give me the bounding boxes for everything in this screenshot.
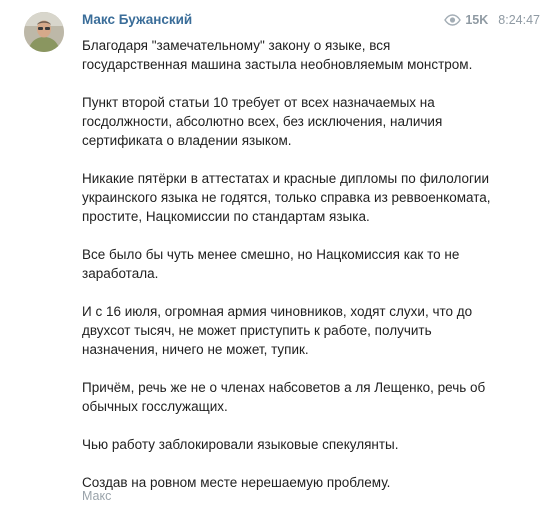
paragraph-line: двухсот тысяч, не может приступить к работе, получить [82, 323, 432, 338]
post-signature: Макс [82, 489, 112, 503]
paragraph-line: обычных госслужащих. [82, 399, 228, 414]
author-name[interactable]: Макс Бужанский [82, 12, 193, 27]
paragraph-line: Создав на ровном месте нерешаемую проблему. [82, 475, 391, 490]
author-avatar[interactable] [24, 12, 64, 52]
paragraph-line: Причём, речь же не о членах набсоветов а ля Лещенко, речь об [82, 380, 486, 395]
paragraph-line: Никакие пятёрки в аттестатах и красные дипломы по филологии [82, 171, 489, 186]
paragraph-line: госдолжности, абсолютно всех, без исключения, наличия [82, 114, 443, 129]
paragraph-line: назначения, ничего не может, тупик. [82, 342, 309, 357]
paragraph-line: Пункт второй статьи 10 требует от всех назначаемых на [82, 95, 435, 110]
message-meta [444, 13, 540, 27]
message-text [82, 36, 542, 511]
view-count: 15K [465, 13, 489, 27]
message-paragraph [82, 435, 542, 454]
eye-icon [444, 14, 461, 26]
message-time: 8:24:47 [498, 13, 540, 27]
message-paragraph [82, 378, 542, 416]
paragraph-line: И с 16 июля, огромная армия чиновников, ходят слухи, что до [82, 304, 473, 319]
message-paragraph [82, 302, 542, 359]
paragraph-line: заработала. [82, 266, 159, 281]
message-paragraph [82, 473, 542, 492]
message-paragraph [82, 36, 542, 74]
paragraph-line: Все было бы чуть менее смешно, но Нацкомиссия как то не [82, 247, 460, 262]
message-header [82, 12, 540, 30]
message-paragraph [82, 93, 542, 150]
paragraph-line: украинского языка не годятся, только справка из реввоенкомата, [82, 190, 491, 205]
paragraph-line: сертификата о владении языком. [82, 133, 292, 148]
paragraph-line: Чью работу заблокировали языковые спекулянты. [82, 437, 399, 452]
message-paragraph [82, 169, 542, 226]
paragraph-line: государственная машина застыла необновляемым монстром. [82, 57, 473, 72]
paragraph-line: Благодаря "замечательному" закону о языке, вся [82, 38, 391, 53]
paragraph-line: простите, Нацкомиссии по стандартам языка. [82, 209, 370, 224]
message-paragraph [82, 245, 542, 283]
